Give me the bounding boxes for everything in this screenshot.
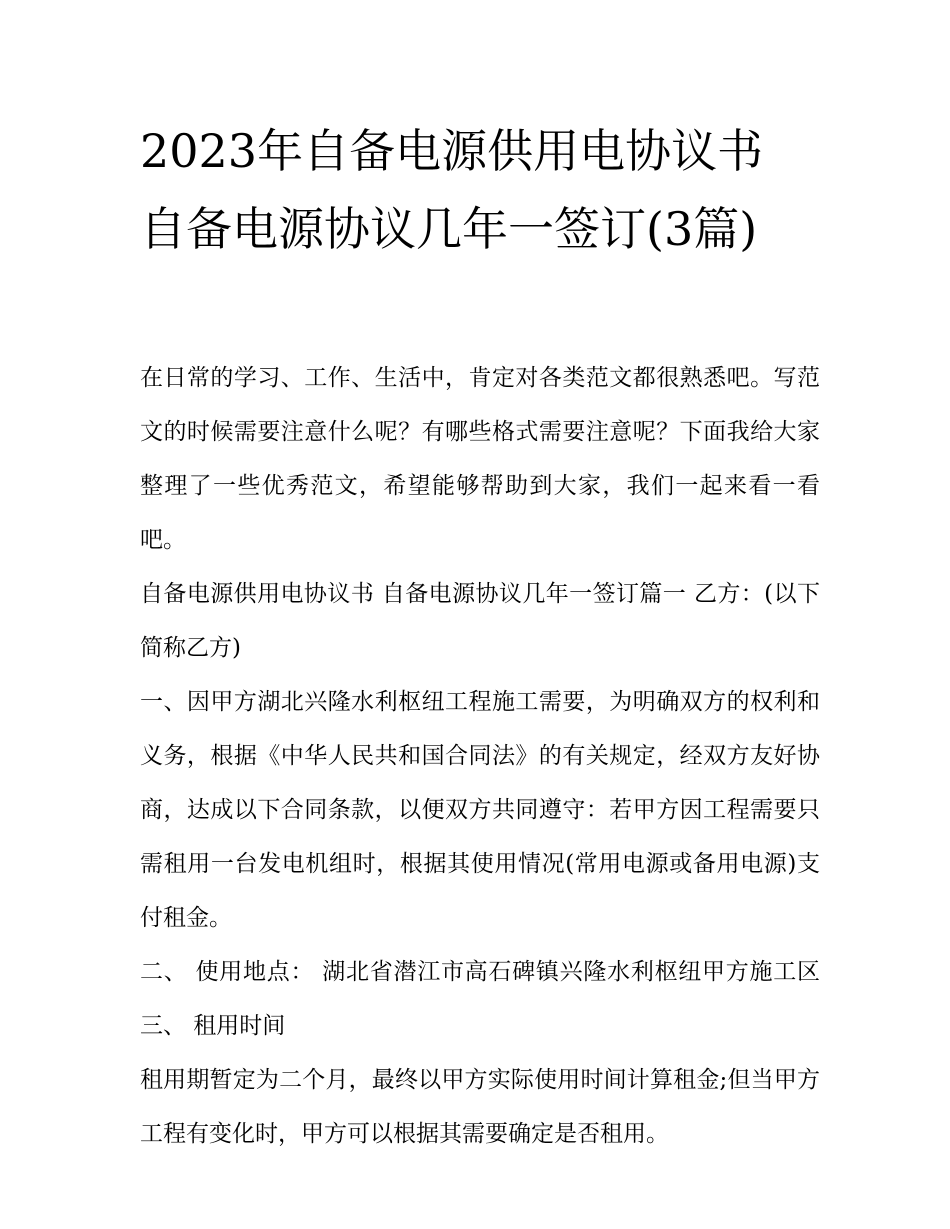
clause-two-paragraph: 二、 使用地点： 湖北省潜江市高石碑镇兴隆水利枢纽甲方施工区 三、 租用时间: [140, 959, 820, 1039]
agreement-heading-paragraph: 自备电源供用电协议书 自备电源协议几年一签订篇一 乙方：(以下简称乙方): [140, 581, 820, 661]
document-body: [140, 351, 820, 1161]
document-title: 2023年自备电源供用电协议书 自备电源协议几年一签订(3篇): [140, 124, 764, 256]
intro-paragraph: 在日常的学习、工作、生活中，肯定对各类范文都很熟悉吧。写范文的时候需要注意什么呢？有哪些格式需要注意呢？下面我给大家整理了一些优秀范文，希望能够帮助到大家，我们一起来看一看吧。: [140, 365, 820, 553]
rental-period-paragraph: 租用期暂定为二个月，最终以甲方实际使用时间计算租金;但当甲方工程有变化时，甲方可以根据其需要确定是否租用。: [140, 1067, 820, 1147]
clause-one-paragraph: 一、因甲方湖北兴隆水利枢纽工程施工需要，为明确双方的权利和义务，根据《中华人民共和国合同法》的有关规定，经双方友好协商，达成以下合同条款，以便双方共同遵守：若甲方因工程需要只需租用一台发电机组时，根据其使用情况(常用电源或备用电源)支付租金。: [140, 689, 820, 931]
